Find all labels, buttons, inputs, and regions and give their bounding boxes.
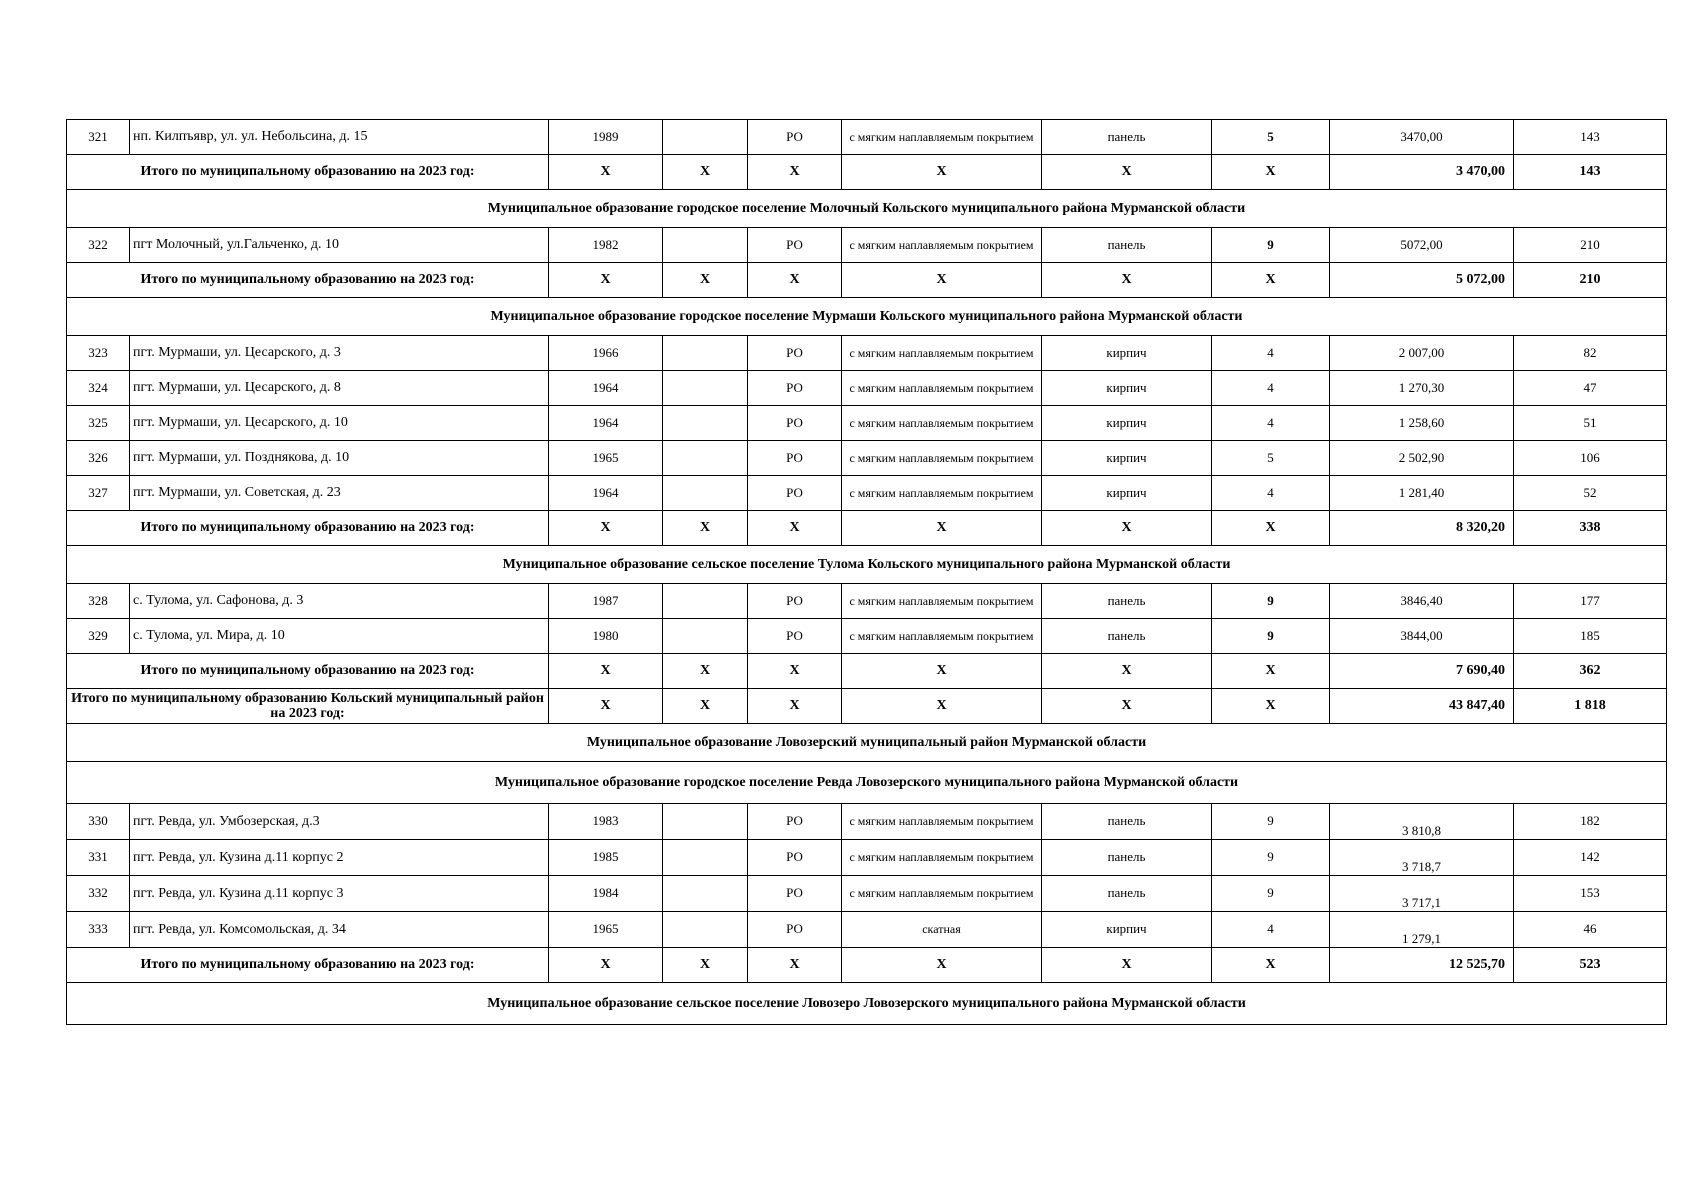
x-mark: X <box>663 511 748 546</box>
address-cell: пгт. Мурмаши, ул. Цесарского, д. 8 <box>130 371 549 406</box>
section-heading: Муниципальное образование городское поселение Молочный Кольского муниципального района Мурманской области <box>67 190 1667 228</box>
x-mark: X <box>549 511 663 546</box>
row-number: 323 <box>67 336 130 371</box>
x-mark: X <box>1212 948 1330 983</box>
x-mark: X <box>842 263 1042 298</box>
housing-register-table <box>66 119 1667 1025</box>
area-cell: 3470,00 <box>1330 120 1514 155</box>
wall-material-cell: кирпич <box>1042 441 1212 476</box>
floors-cell: 9 <box>1212 804 1330 840</box>
x-mark: X <box>549 948 663 983</box>
x-mark: X <box>663 155 748 190</box>
total-label: Итого по муниципальному образованию Кольский муниципальный район на 2023 год: <box>67 689 549 724</box>
total-area: 8 320,20 <box>1330 511 1514 546</box>
floors-cell: 4 <box>1212 336 1330 371</box>
empty-cell <box>663 876 748 912</box>
total-label: Итого по муниципальному образованию на 2023 год: <box>67 654 549 689</box>
roof-type-cell: с мягким наплавляемым покрытием <box>842 441 1042 476</box>
total-row <box>67 689 1667 724</box>
total-row <box>67 511 1667 546</box>
wall-material-cell: панель <box>1042 619 1212 654</box>
year-cell: 1966 <box>549 336 663 371</box>
wall-material-cell: панель <box>1042 228 1212 263</box>
empty-cell <box>663 840 748 876</box>
year-cell: 1964 <box>549 476 663 511</box>
empty-cell <box>663 804 748 840</box>
section-heading-row <box>67 983 1667 1025</box>
area-cell: 5072,00 <box>1330 228 1514 263</box>
total-area: 43 847,40 <box>1330 689 1514 724</box>
row-number: 321 <box>67 120 130 155</box>
x-mark: X <box>549 263 663 298</box>
x-mark: X <box>1042 263 1212 298</box>
row-number: 329 <box>67 619 130 654</box>
residents-cell: 46 <box>1514 912 1667 948</box>
total-area: 3 470,00 <box>1330 155 1514 190</box>
x-mark: X <box>1212 263 1330 298</box>
table-row <box>67 876 1667 912</box>
floors-cell: 5 <box>1212 120 1330 155</box>
floors-cell: 4 <box>1212 476 1330 511</box>
x-mark: X <box>549 689 663 724</box>
total-label: Итого по муниципальному образованию на 2023 год: <box>67 263 549 298</box>
x-mark: X <box>1212 654 1330 689</box>
address-cell: пгт. Ревда, ул. Кузина д.11 корпус 3 <box>130 876 549 912</box>
section-heading: Муниципальное образование городское поселение Мурмаши Кольского муниципального района Мурманской области <box>67 298 1667 336</box>
address-cell: пгт. Ревда, ул. Умбозерская, д.3 <box>130 804 549 840</box>
residents-cell: 185 <box>1514 619 1667 654</box>
section-heading-row <box>67 190 1667 228</box>
roof-type-cell: скатная <box>842 912 1042 948</box>
total-residents: 210 <box>1514 263 1667 298</box>
empty-cell <box>663 441 748 476</box>
total-row <box>67 948 1667 983</box>
year-cell: 1987 <box>549 584 663 619</box>
roof-type-cell: с мягким наплавляемым покрытием <box>842 336 1042 371</box>
address-cell: пгт Молочный, ул.Гальченко, д. 10 <box>130 228 549 263</box>
x-mark: X <box>1212 511 1330 546</box>
row-number: 333 <box>67 912 130 948</box>
roof-type-cell: с мягким наплавляемым покрытием <box>842 804 1042 840</box>
x-mark: X <box>1042 155 1212 190</box>
ro-cell: РО <box>748 336 842 371</box>
floors-cell: 9 <box>1212 876 1330 912</box>
empty-cell <box>663 584 748 619</box>
area-cell: 1 258,60 <box>1330 406 1514 441</box>
floors-cell: 9 <box>1212 619 1330 654</box>
table-row <box>67 120 1667 155</box>
x-mark: X <box>748 654 842 689</box>
total-area: 7 690,40 <box>1330 654 1514 689</box>
ro-cell: РО <box>748 619 842 654</box>
row-number: 331 <box>67 840 130 876</box>
wall-material-cell: кирпич <box>1042 406 1212 441</box>
x-mark: X <box>748 263 842 298</box>
ro-cell: РО <box>748 228 842 263</box>
x-mark: X <box>842 511 1042 546</box>
x-mark: X <box>663 689 748 724</box>
floors-cell: 4 <box>1212 912 1330 948</box>
table-row <box>67 912 1667 948</box>
ro-cell: РО <box>748 804 842 840</box>
residents-cell: 182 <box>1514 804 1667 840</box>
section-heading-row <box>67 546 1667 584</box>
area-cell: 3 718,7 <box>1330 840 1514 876</box>
x-mark: X <box>748 511 842 546</box>
empty-cell <box>663 336 748 371</box>
x-mark: X <box>842 654 1042 689</box>
address-cell: пгт. Мурмаши, ул. Цесарского, д. 10 <box>130 406 549 441</box>
floors-cell: 4 <box>1212 371 1330 406</box>
x-mark: X <box>1212 155 1330 190</box>
year-cell: 1980 <box>549 619 663 654</box>
row-number: 328 <box>67 584 130 619</box>
x-mark: X <box>1042 948 1212 983</box>
roof-type-cell: с мягким наплавляемым покрытием <box>842 876 1042 912</box>
address-cell: пгт. Ревда, ул. Кузина д.11 корпус 2 <box>130 840 549 876</box>
year-cell: 1983 <box>549 804 663 840</box>
section-heading-row <box>67 298 1667 336</box>
residents-cell: 143 <box>1514 120 1667 155</box>
total-area: 12 525,70 <box>1330 948 1514 983</box>
empty-cell <box>663 120 748 155</box>
x-mark: X <box>1042 511 1212 546</box>
roof-type-cell: с мягким наплавляемым покрытием <box>842 476 1042 511</box>
area-cell: 3 717,1 <box>1330 876 1514 912</box>
x-mark: X <box>842 689 1042 724</box>
roof-type-cell: с мягким наплавляемым покрытием <box>842 228 1042 263</box>
x-mark: X <box>1042 689 1212 724</box>
wall-material-cell: панель <box>1042 804 1212 840</box>
section-heading-row <box>67 724 1667 762</box>
ro-cell: РО <box>748 912 842 948</box>
total-row <box>67 155 1667 190</box>
total-area: 5 072,00 <box>1330 263 1514 298</box>
wall-material-cell: панель <box>1042 120 1212 155</box>
x-mark: X <box>842 155 1042 190</box>
total-row <box>67 263 1667 298</box>
x-mark: X <box>663 654 748 689</box>
row-number: 327 <box>67 476 130 511</box>
year-cell: 1984 <box>549 876 663 912</box>
total-label: Итого по муниципальному образованию на 2023 год: <box>67 511 549 546</box>
residents-cell: 47 <box>1514 371 1667 406</box>
area-cell: 3844,00 <box>1330 619 1514 654</box>
x-mark: X <box>748 689 842 724</box>
area-cell: 1 281,40 <box>1330 476 1514 511</box>
total-residents: 362 <box>1514 654 1667 689</box>
year-cell: 1964 <box>549 371 663 406</box>
table-row <box>67 406 1667 441</box>
total-residents: 1 818 <box>1514 689 1667 724</box>
empty-cell <box>663 619 748 654</box>
ro-cell: РО <box>748 876 842 912</box>
address-cell: пгт. Ревда, ул. Комсомольская, д. 34 <box>130 912 549 948</box>
floors-cell: 9 <box>1212 228 1330 263</box>
address-cell: с. Тулома, ул. Сафонова, д. 3 <box>130 584 549 619</box>
table-row <box>67 336 1667 371</box>
x-mark: X <box>549 654 663 689</box>
table-row <box>67 371 1667 406</box>
table-body <box>67 120 1667 1025</box>
x-mark: X <box>748 155 842 190</box>
year-cell: 1965 <box>549 912 663 948</box>
x-mark: X <box>549 155 663 190</box>
table-row <box>67 476 1667 511</box>
address-cell: пгт. Мурмаши, ул. Позднякова, д. 10 <box>130 441 549 476</box>
empty-cell <box>663 406 748 441</box>
wall-material-cell: панель <box>1042 876 1212 912</box>
wall-material-cell: кирпич <box>1042 336 1212 371</box>
roof-type-cell: с мягким наплавляемым покрытием <box>842 120 1042 155</box>
wall-material-cell: панель <box>1042 584 1212 619</box>
floors-cell: 4 <box>1212 406 1330 441</box>
row-number: 326 <box>67 441 130 476</box>
roof-type-cell: с мягким наплавляемым покрытием <box>842 371 1042 406</box>
wall-material-cell: кирпич <box>1042 912 1212 948</box>
ro-cell: РО <box>748 371 842 406</box>
x-mark: X <box>663 263 748 298</box>
section-heading-row <box>67 762 1667 804</box>
x-mark: X <box>1212 689 1330 724</box>
residents-cell: 210 <box>1514 228 1667 263</box>
table-row <box>67 840 1667 876</box>
year-cell: 1964 <box>549 406 663 441</box>
roof-type-cell: с мягким наплавляемым покрытием <box>842 584 1042 619</box>
address-cell: нп. Килпъявр, ул. ул. Небольсина, д. 15 <box>130 120 549 155</box>
x-mark: X <box>748 948 842 983</box>
residents-cell: 106 <box>1514 441 1667 476</box>
empty-cell <box>663 912 748 948</box>
roof-type-cell: с мягким наплавляемым покрытием <box>842 619 1042 654</box>
area-cell: 1 270,30 <box>1330 371 1514 406</box>
residents-cell: 142 <box>1514 840 1667 876</box>
table-row <box>67 584 1667 619</box>
area-cell: 3 810,8 <box>1330 804 1514 840</box>
x-mark: X <box>1042 654 1212 689</box>
ro-cell: РО <box>748 840 842 876</box>
row-number: 324 <box>67 371 130 406</box>
empty-cell <box>663 371 748 406</box>
residents-cell: 52 <box>1514 476 1667 511</box>
total-residents: 523 <box>1514 948 1667 983</box>
row-number: 330 <box>67 804 130 840</box>
address-cell: пгт. Мурмаши, ул. Цесарского, д. 3 <box>130 336 549 371</box>
residents-cell: 153 <box>1514 876 1667 912</box>
area-cell: 2 007,00 <box>1330 336 1514 371</box>
residents-cell: 82 <box>1514 336 1667 371</box>
area-cell: 1 279,1 <box>1330 912 1514 948</box>
year-cell: 1965 <box>549 441 663 476</box>
row-number: 322 <box>67 228 130 263</box>
area-cell: 2 502,90 <box>1330 441 1514 476</box>
row-number: 325 <box>67 406 130 441</box>
table-row <box>67 441 1667 476</box>
year-cell: 1982 <box>549 228 663 263</box>
address-cell: с. Тулома, ул. Мира, д. 10 <box>130 619 549 654</box>
x-mark: X <box>663 948 748 983</box>
year-cell: 1985 <box>549 840 663 876</box>
section-heading: Муниципальное образование сельское поселение Тулома Кольского муниципального района Мурманской области <box>67 546 1667 584</box>
empty-cell <box>663 476 748 511</box>
total-residents: 338 <box>1514 511 1667 546</box>
empty-cell <box>663 228 748 263</box>
x-mark: X <box>842 948 1042 983</box>
wall-material-cell: кирпич <box>1042 476 1212 511</box>
area-cell: 3846,40 <box>1330 584 1514 619</box>
year-cell: 1989 <box>549 120 663 155</box>
total-row <box>67 654 1667 689</box>
ro-cell: РО <box>748 406 842 441</box>
floors-cell: 9 <box>1212 584 1330 619</box>
table-row <box>67 619 1667 654</box>
roof-type-cell: с мягким наплавляемым покрытием <box>842 406 1042 441</box>
table-row <box>67 804 1667 840</box>
section-heading: Муниципальное образование Ловозерский муниципальный район Мурманской области <box>67 724 1667 762</box>
residents-cell: 177 <box>1514 584 1667 619</box>
total-label: Итого по муниципальному образованию на 2023 год: <box>67 948 549 983</box>
ro-cell: РО <box>748 441 842 476</box>
section-heading: Муниципальное образование сельское поселение Ловозеро Ловозерского муниципального района Мурманской области <box>67 983 1667 1025</box>
total-residents: 143 <box>1514 155 1667 190</box>
wall-material-cell: панель <box>1042 840 1212 876</box>
ro-cell: РО <box>748 476 842 511</box>
roof-type-cell: с мягким наплавляемым покрытием <box>842 840 1042 876</box>
residents-cell: 51 <box>1514 406 1667 441</box>
total-label: Итого по муниципальному образованию на 2023 год: <box>67 155 549 190</box>
wall-material-cell: кирпич <box>1042 371 1212 406</box>
floors-cell: 9 <box>1212 840 1330 876</box>
ro-cell: РО <box>748 120 842 155</box>
ro-cell: РО <box>748 584 842 619</box>
floors-cell: 5 <box>1212 441 1330 476</box>
address-cell: пгт. Мурмаши, ул. Советская, д. 23 <box>130 476 549 511</box>
table-row <box>67 228 1667 263</box>
section-heading: Муниципальное образование городское поселение Ревда Ловозерского муниципального района Мурманской области <box>67 762 1667 804</box>
row-number: 332 <box>67 876 130 912</box>
